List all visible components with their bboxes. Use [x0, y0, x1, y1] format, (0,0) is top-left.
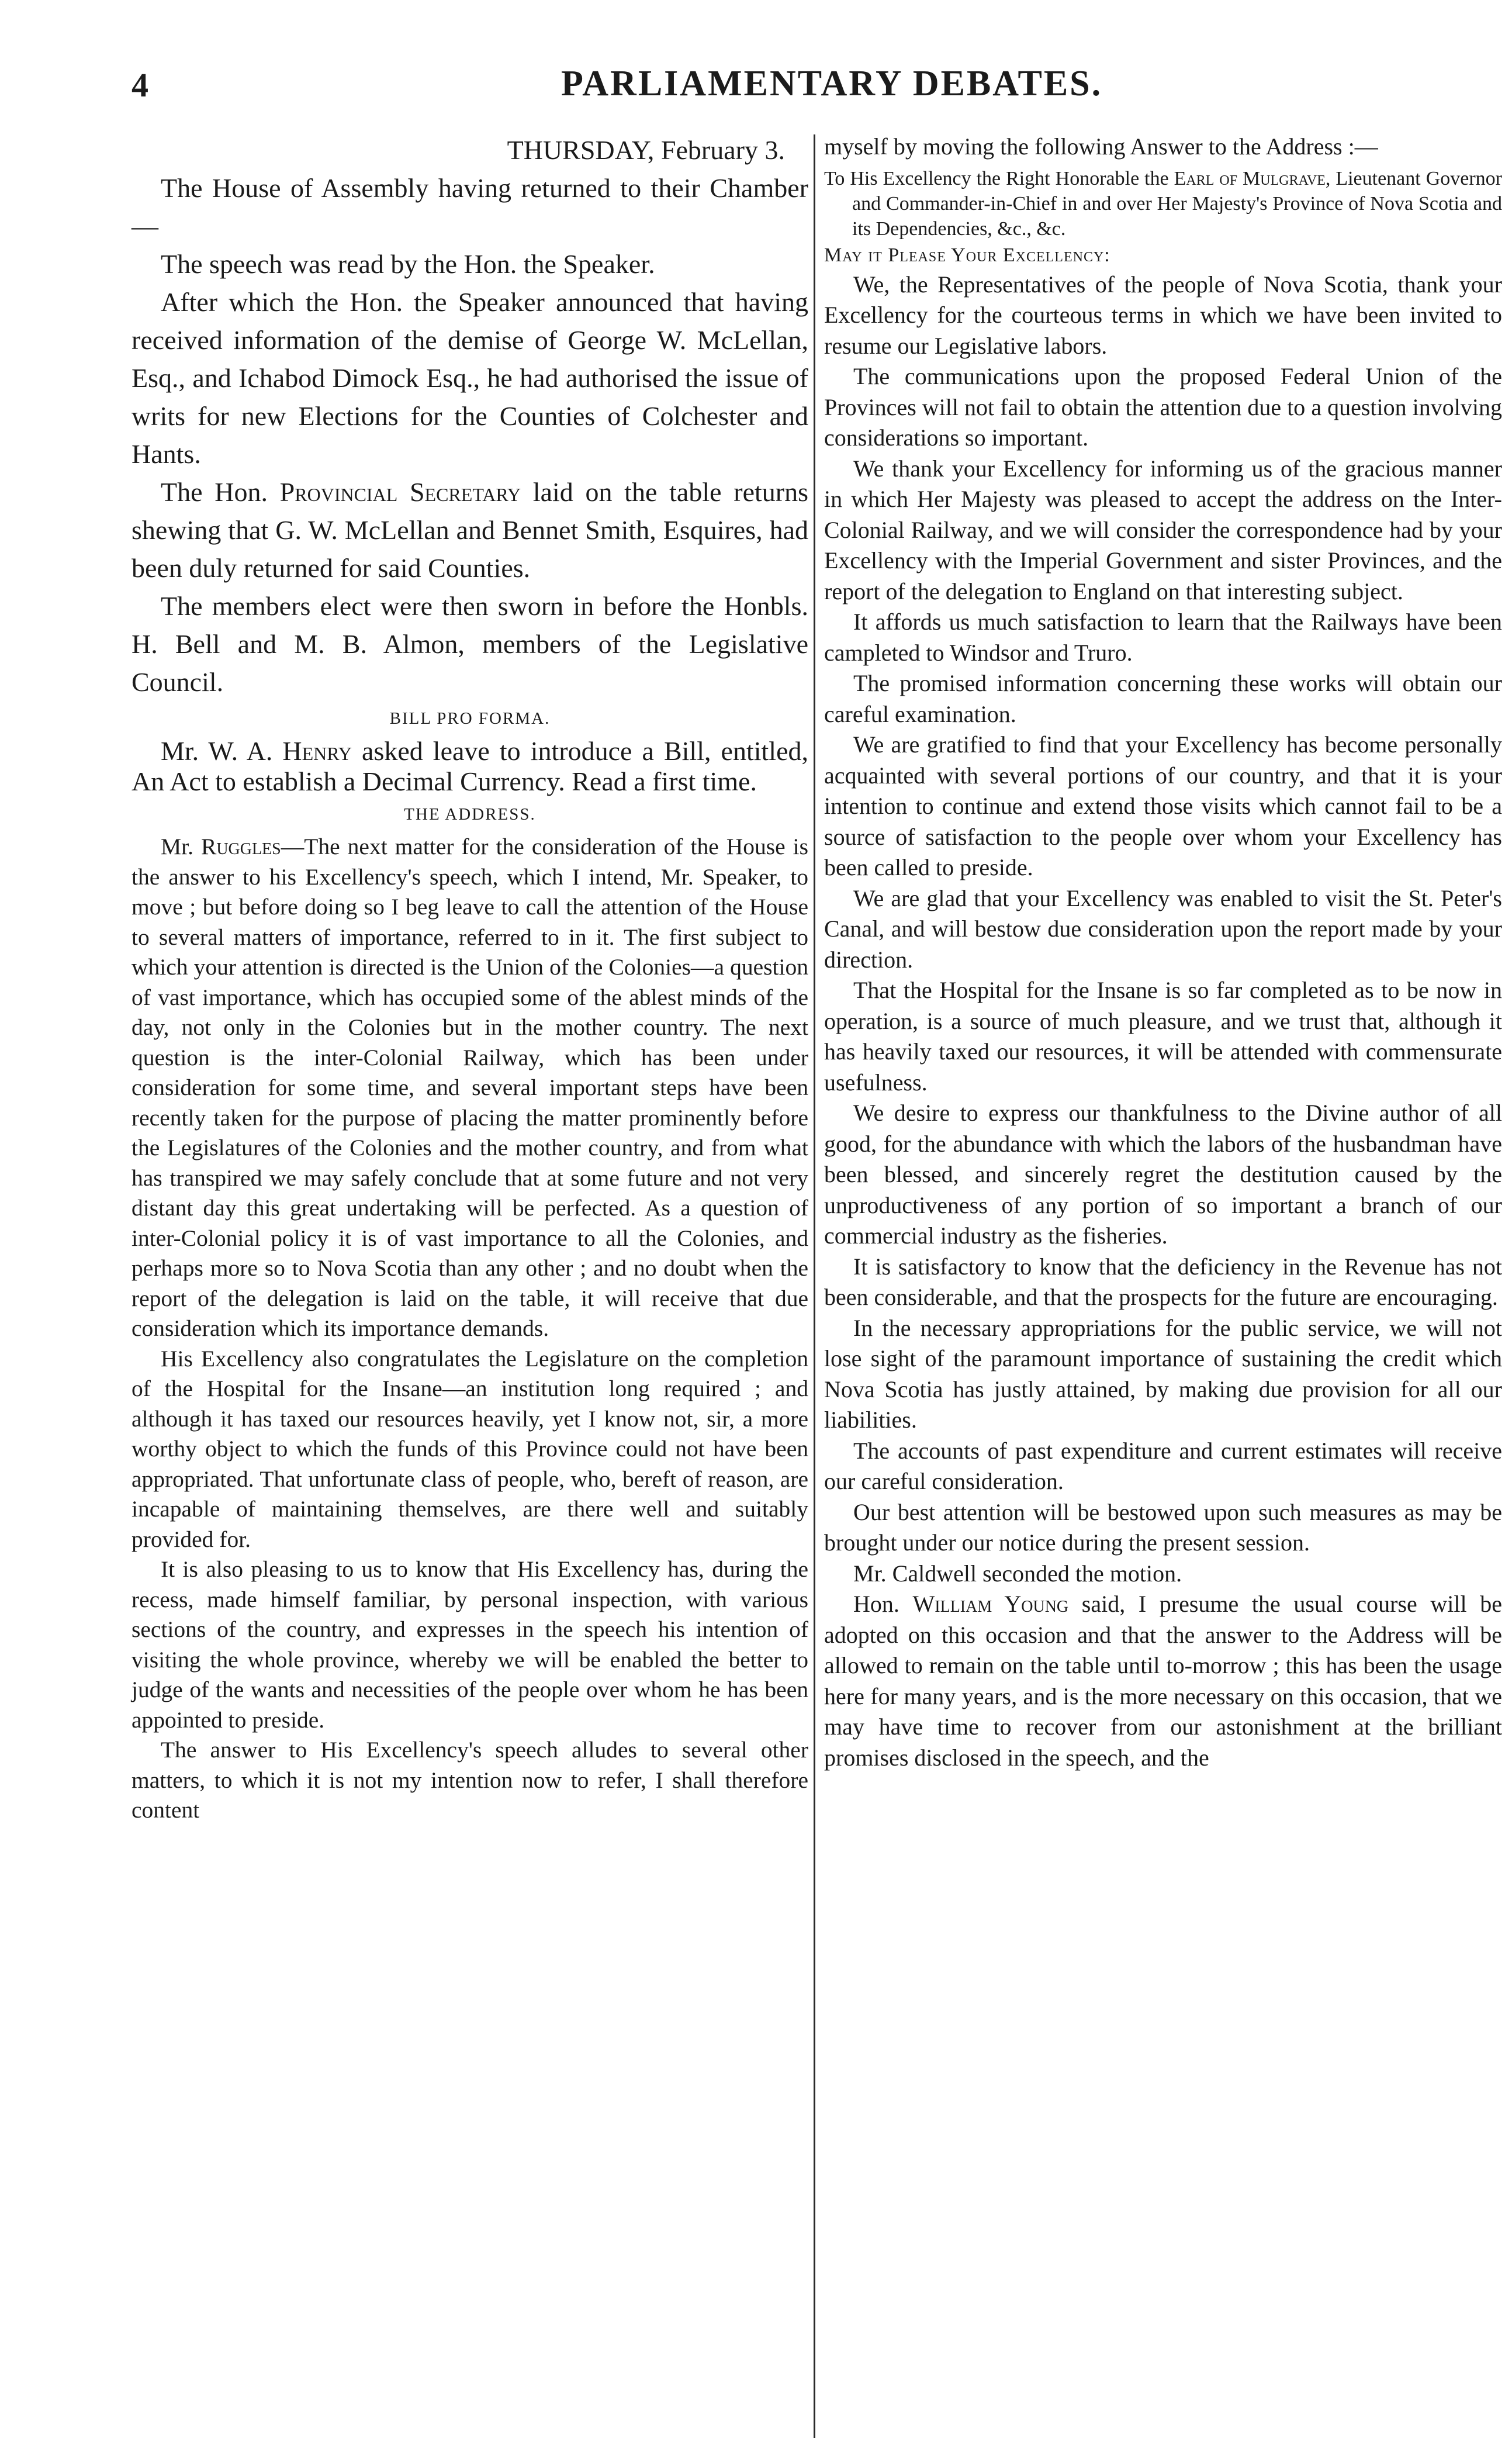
paragraph: Our best attention will be bestowed upon such measures as may be brought under our notice during the present session.	[824, 1498, 1502, 1556]
paragraph: It is satisfactory to know that the deficiency in the Revenue has not been considerable, and that the prospects for the future are encouraging.	[824, 1253, 1502, 1310]
paragraph: The accounts of past expenditure and current estimates will receive our careful consideration.	[824, 1437, 1502, 1494]
speaker-name: Provincial Secretary	[279, 477, 521, 507]
paragraph: The members elect were then sworn in before the Honbls. H. Bell and M. B. Almon, members of the Legislative Council.	[132, 591, 808, 697]
paragraph: We are gratified to find that your Excellency has become personally acquainted with several portions of our country, and that it is your intention to continue and extend those visits which cannot fail to be a source of satisfaction to the people over whom your Excellency has been called to preside.	[824, 731, 1502, 880]
paragraph: It affords us much satisfaction to learn that the Railways have been campleted to Windsor and Truro.	[824, 609, 1502, 666]
speaker-name: Henry	[282, 736, 352, 766]
paragraph: We are glad that your Excellency was enabled to visit the St. Peter's Canal, and will bestow due consideration upon the report made by your direction.	[824, 885, 1502, 973]
addressee-name: Earl of Mulgrave	[1174, 167, 1326, 189]
speaker-name: Ruggles	[200, 834, 281, 859]
left-column	[132, 132, 808, 1826]
address-greeting: May it Please Your Excellency:	[824, 244, 1110, 266]
paragraph: Mr. Caldwell seconded the motion.	[853, 1560, 1182, 1587]
paragraph: After which the Hon. the Speaker announced that having received information of the demise of George W. McLellan, Esq., and Ichabod Dimock Esq., he had authorised the issue of writs for new Elections for the Counties of Colchester and Hants.	[132, 287, 808, 469]
paragraph: We thank your Excellency for informing us of the gracious manner in which Her Majesty was pleased to accept the address on the Inter-Colonial Railway, and we will consider the correspondence had by your Excellency with the Imperial Government and sister Provinces, and the report of the delegation to England on that interesting subject.	[824, 455, 1502, 604]
paragraph: That the Hospital for the Insane is so far completed as to be now in operation, is a source of much pleasure, and we trust that, although it has heavily taxed our resources, it will be attended with commensurate usefulness.	[824, 977, 1502, 1096]
page-number: 4	[132, 66, 148, 104]
paragraph: Mr. Ruggles—The next matter for the consideration of the House is the answer to his Excellency's speech, which I intend, Mr. Speaker, to move ; but before doing so I beg leave to call the attention of the House to several matters of importance, referred to in it. The first subject to which your attention is directed is the Union of the Colonies—a question of vast importance, which has occupied some of the ablest minds of the day, not only in the Colonies but in the mother country. The next question is the inter-Colonial Railway, which has been under consideration for some time, and several important steps have been recently taken for the purpose of placing the matter prominently before the Legislatures of the Colonies and the mother country, and from what has transpired we may safely conclude that at some future and not very distant day this great undertaking will be perfected. As a question of inter-Colonial policy it is of vast importance to all the Colonies, and perhaps more so to Nova Scotia than any other ; and no doubt when the report of the delegation is laid on the table, it will receive that due consideration which its importance demands.	[132, 834, 808, 1341]
paragraph: We, the Representatives of the people of Nova Scotia, thank your Excellency for the courteous terms in which we have been invited to resume our Legislative labors.	[824, 271, 1502, 359]
paragraph: His Excellency also congratulates the Legislature on the completion of the Hospital for the Insane—an institution long required ; and although it has taxed our resources heavily, yet I know not, sir, a more worthy object to which the funds of this Province could not have been appropriated. That unfortunate class of people, who, bereft of reason, are incapable of maintaining themselves, are there well and suitably provided for.	[132, 1345, 808, 1552]
paragraph: The House of Assembly having returned to their Chamber—	[132, 173, 808, 241]
paragraph: The Hon. Provincial Secretary laid on the table returns shewing that G. W. McLellan and Bennet Smith, Esquires, had been duly returned for said Counties.	[132, 477, 808, 583]
paragraph: myself by moving the following Answer to the Address :—	[824, 133, 1378, 160]
address-salutation: To His Excellency the Right Honorable the Earl of Mulgrave, Lieutenant Governor and Commander-in-Chief in and over Her Majesty's Province of Nova Scotia and its Dependencies, &c., &c.	[824, 167, 1502, 240]
paragraph: The speech was read by the Hon. the Speaker.	[161, 249, 655, 279]
paragraph: The promised information concerning these works will obtain our careful examination.	[824, 670, 1502, 727]
dateline: THURSDAY, February 3.	[507, 135, 785, 165]
paragraph: Mr. W. A. Henry asked leave to introduce a Bill, entitled, An Act to establish a Decimal Currency. Read a first time.	[132, 736, 808, 796]
paragraph: It is also pleasing to us to know that His Excellency has, during the recess, made himself familiar, by personal inspection, with various sections of the country, and expresses in the speech his intention of visiting the whole province, whereby we will be enabled the better to judge of the wants and necessities of the people over whom he has been appointed to preside.	[132, 1556, 808, 1733]
right-column	[824, 132, 1502, 1773]
paragraph: Hon. William Young said, I presume the usual course will be adopted on this occasion and that the answer to the Address will be allowed to remain on the table until to-morrow ; this has been the usage here for many years, and is the more necessary on this occasion, that we may have time to recover from our astonishment at the brilliant promises disclosed in the speech, and the	[824, 1591, 1503, 1771]
speaker-name: William Young	[912, 1591, 1069, 1617]
section-heading: BILL PRO FORMA.	[389, 709, 551, 728]
running-head: PARLIAMENTARY DEBATES.	[561, 64, 1103, 103]
paragraph: We desire to express our thankfulness to the Divine author of all good, for the abundance with which the labors of the husbandman have been blessed, and sincerely regret the destitution caused by the unproductiveness of any portion of so important a branch of our commercial industry as the fisheries.	[824, 1100, 1502, 1249]
section-heading: THE ADDRESS.	[404, 805, 536, 824]
paragraph: The communications upon the proposed Federal Union of the Provinces will not fail to obtain the attention due to a question involving considerations so important.	[824, 363, 1502, 451]
column-rule	[814, 134, 815, 2438]
paragraph: In the necessary appropriations for the public service, we will not lose sight of the paramount importance of sustaining the credit which Nova Scotia has justly attained, by making due provision for all our liabilities.	[824, 1314, 1502, 1433]
paragraph: The answer to His Excellency's speech alludes to several other matters, to which it is not my intention now to refer, I shall therefore content	[132, 1737, 808, 1823]
